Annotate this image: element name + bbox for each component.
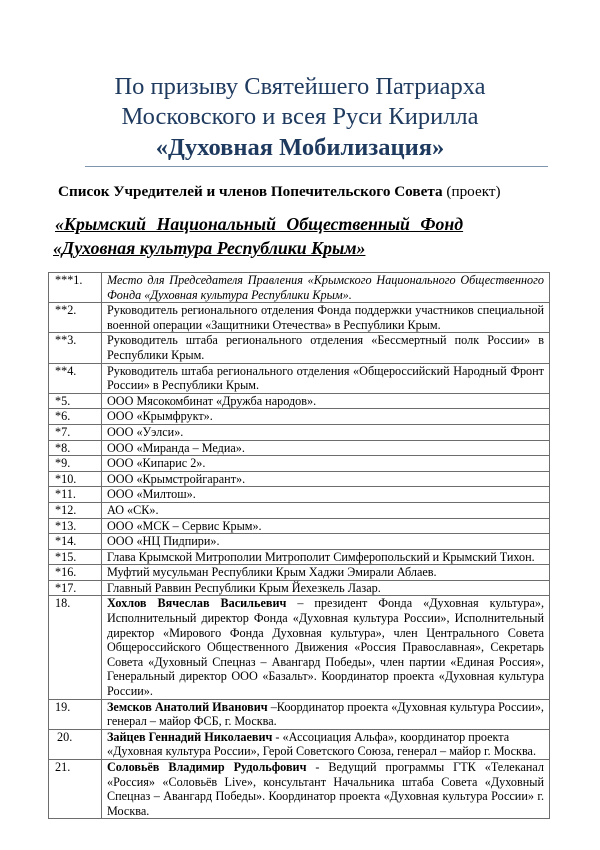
row-number: 18.	[49, 596, 102, 699]
member-name: Зайцев Геннадий Николаевич	[107, 729, 273, 744]
fund-title-line-1: «Крымский Национальный Общественный Фонд	[55, 214, 464, 234]
row-number: *11.	[49, 487, 102, 503]
row-text: АО «СК».	[102, 502, 550, 518]
list-subtitle	[58, 182, 501, 202]
row-text: Главный Раввин Республики Крым Йехезкель Лазар.	[102, 580, 550, 596]
row-number: *5.	[49, 393, 102, 409]
row-text: ООО «Крымфрукт».	[102, 409, 550, 425]
row-text: Руководитель регионального отделения Фонда поддержки участников специальной военной операции «Защитники Отечества» в Республики Крым.	[102, 303, 550, 333]
row-number: *16.	[49, 565, 102, 581]
header-divider	[85, 166, 548, 167]
table-row	[49, 303, 550, 333]
row-number: 20.	[49, 729, 102, 759]
row-number: *15.	[49, 549, 102, 565]
table-row	[49, 440, 550, 456]
row-text: Место для Председателя Правления «Крымского Национального Общественного Фонда «Духовная культура Республики Крым».	[102, 273, 550, 303]
row-number: ***1.	[49, 273, 102, 303]
member-description: – президент Фонда «Духовная культура», Исполнительный директор Фонда «Духовная культура России», Исполнительный директор «Мирового Фонда Духовная культура», член Центрального Совета Общероссийского Общественного Движения «Россия Православная», Секретарь Совета «Духовный Спецназ – Авангард Победы», член партии «Единая Россия», Генеральный директор ООО «Базальт». Координатор проекта «Духовная культура России».	[107, 596, 544, 699]
row-number: *8.	[49, 440, 102, 456]
table-row	[49, 760, 550, 819]
fund-title-line-2: «Духовная культура Республики Крым»	[53, 238, 366, 258]
member-description: - «Ассоциация Альфа», координатор проекта «Духовная культура России», Герой Советского Союза, генерал – майор г. Москва.	[107, 729, 537, 759]
table-row	[49, 534, 550, 550]
member-name: Соловьёв Владимир Рудольфович	[107, 760, 307, 774]
row-text: ООО «МСК – Сервис Крым».	[102, 518, 550, 534]
row-text: ООО «НЦ Пидпири».	[102, 534, 550, 550]
table-row	[49, 393, 550, 409]
row-number: 21.	[49, 760, 102, 819]
row-text: ООО Мясокомбинат «Дружба народов».	[102, 393, 550, 409]
subtitle-note: (проект)	[442, 183, 501, 200]
row-number: *13.	[49, 518, 102, 534]
document-header	[0, 72, 600, 164]
table-row	[49, 518, 550, 534]
member-name: Хохлов Вячеслав Васильевич	[107, 596, 287, 611]
row-text: Руководитель штаба регионального отделения «Общероссийский Народный Фронт России» в Республики Крым.	[102, 363, 550, 393]
row-number: *12.	[49, 502, 102, 518]
row-text: Глава Крымской Митрополии Митрополит Симферопольский и Крымский Тихон.	[102, 549, 550, 565]
table-row	[49, 565, 550, 581]
member-name: Земсков Анатолий Иванович	[107, 699, 268, 714]
member-description: - Ведущий программы ГТК «Телеканал «Россия» «Соловьёв Live», консультант Начальника штаба Совета «Духовный Спецназ – Авангард Победы». Координатор проекта «Духовная культура России» г. Москва.	[107, 760, 544, 818]
header-line-1: По призыву Святейшего Патриарха	[114, 73, 486, 100]
members-table	[48, 272, 550, 819]
table-row	[49, 273, 550, 303]
subtitle-bold: Список Учредителей и членов Попечительского Совета	[58, 183, 443, 200]
table-row	[49, 424, 550, 440]
table-row	[49, 363, 550, 393]
fund-title	[53, 212, 463, 260]
row-text	[102, 596, 550, 699]
table-row	[49, 502, 550, 518]
row-text: Муфтий мусульман Республики Крым Хаджи Эмирали Аблаев.	[102, 565, 550, 581]
table-row	[49, 333, 550, 363]
row-number: *9.	[49, 456, 102, 472]
header-line-2: Московского и всея Руси Кирилла	[121, 103, 479, 130]
row-text: Руководитель штаба регионального отделения «Бессмертный полк России» в Республики Крым.	[102, 333, 550, 363]
member-description: –Координатор проекта «Духовная культура России», генерал – майор ФСБ, г. Москва.	[107, 699, 544, 729]
row-text: ООО «Крымстройгарант».	[102, 471, 550, 487]
row-text	[102, 699, 550, 729]
row-text: ООО «Уэлси».	[102, 424, 550, 440]
table-row	[49, 699, 550, 729]
row-number: **2.	[49, 303, 102, 333]
row-text	[102, 729, 550, 759]
table-row	[49, 596, 550, 699]
table-row	[49, 729, 550, 759]
table-row	[49, 549, 550, 565]
row-number: *14.	[49, 534, 102, 550]
row-number: *17.	[49, 580, 102, 596]
table-row	[49, 580, 550, 596]
row-number: **4.	[49, 363, 102, 393]
row-number: **3.	[49, 333, 102, 363]
row-number: 19.	[49, 699, 102, 729]
row-number: *6.	[49, 409, 102, 425]
row-text	[102, 760, 550, 819]
row-text: ООО «Милтош».	[102, 487, 550, 503]
table-row	[49, 409, 550, 425]
table-row	[49, 471, 550, 487]
table-row	[49, 487, 550, 503]
row-text: ООО «Миранда – Медиа».	[102, 440, 550, 456]
row-number: *7.	[49, 424, 102, 440]
row-text: ООО «Кипарис 2».	[102, 456, 550, 472]
header-line-3: «Духовная Мобилизация»	[155, 134, 445, 161]
row-number: *10.	[49, 471, 102, 487]
table-row	[49, 456, 550, 472]
